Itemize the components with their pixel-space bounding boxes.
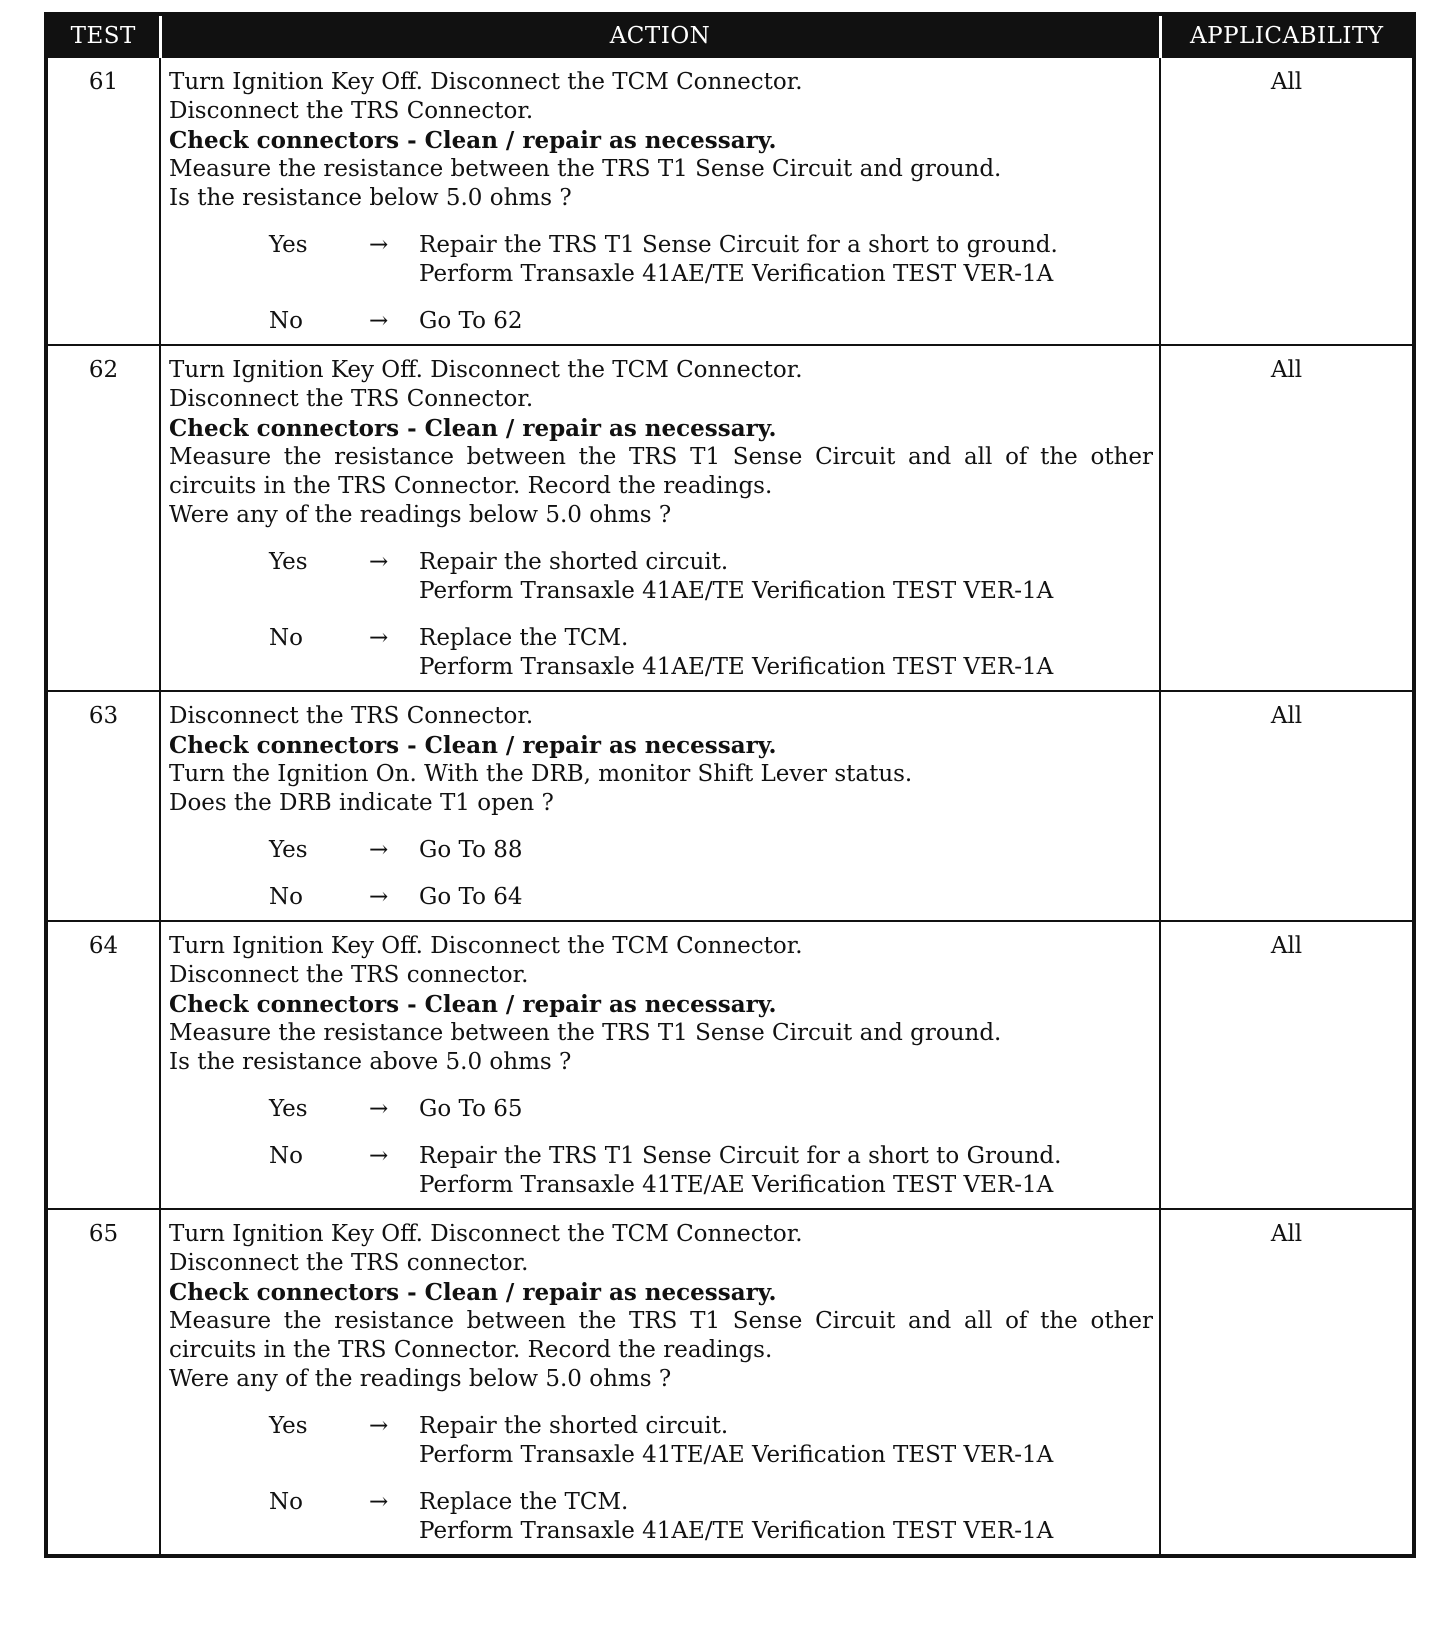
action-text: Measure the resistance between the TRS T1 Sense Circuit and ground. (169, 1020, 1002, 1046)
action-text: Turn the Ignition On. With the DRB, monitor Shift Lever status. (169, 761, 913, 787)
right-arrow-icon: → (369, 884, 389, 910)
action-text: Disconnect the TRS Connector. (169, 386, 534, 412)
table-header-row (46, 14, 1414, 57)
response-text: Go To 88 (419, 837, 523, 863)
test-action (160, 921, 1160, 1209)
response-text: Replace the TCM. (419, 625, 629, 651)
response-action (419, 1142, 1153, 1200)
response-text: Perform Transaxle 41AE/TE Verification TEST VER-1A (419, 261, 1054, 287)
right-arrow-icon: → (369, 837, 389, 863)
response-key: No (269, 625, 303, 651)
right-arrow-icon: → (369, 1413, 389, 1439)
response-text: Perform Transaxle 41TE/AE Verification TEST VER-1A (419, 1172, 1054, 1198)
action-text: Measure the resistance between the TRS T1 Sense Circuit and all of the other circuits in the TRS Connector. Record the readings. (169, 444, 1153, 499)
right-arrow-icon: → (369, 232, 389, 258)
test-number: 61 (46, 57, 160, 345)
response-key: No (269, 1143, 303, 1169)
right-arrow-icon: → (369, 1096, 389, 1122)
table-row (46, 345, 1414, 691)
test-number: 64 (46, 921, 160, 1209)
action-text: Does the DRB indicate T1 open ? (169, 790, 554, 816)
response-action (419, 307, 1153, 336)
response-yes (169, 231, 1153, 289)
response-text: Go To 64 (419, 884, 523, 910)
action-text: Were any of the readings below 5.0 ohms ? (169, 1366, 672, 1392)
action-text: Turn Ignition Key Off. Disconnect the TCM Connector. (169, 1221, 803, 1247)
response-no (169, 1142, 1153, 1200)
response-text: Repair the TRS T1 Sense Circuit for a short to Ground. (419, 1143, 1062, 1169)
response-key: No (269, 1489, 303, 1515)
response-text: Repair the TRS T1 Sense Circuit for a short to ground. (419, 232, 1058, 258)
response-action (419, 1412, 1153, 1470)
action-text: Disconnect the TRS Connector. (169, 703, 534, 729)
response-action (419, 883, 1153, 912)
response-action (419, 548, 1153, 606)
check-connectors-note: Check connectors - Clean / repair as necessary. (169, 732, 777, 759)
response-action (419, 231, 1153, 289)
test-applicability: All (1160, 1209, 1414, 1556)
header-applicability: APPLICABILITY (1160, 14, 1414, 57)
response-action (419, 836, 1153, 865)
check-connectors-note: Check connectors - Clean / repair as necessary. (169, 415, 777, 442)
action-text: Is the resistance below 5.0 ohms ? (169, 185, 572, 211)
response-no (169, 624, 1153, 682)
test-action (160, 1209, 1160, 1556)
response-key: Yes (269, 1413, 308, 1439)
action-text: Is the resistance above 5.0 ohms ? (169, 1049, 572, 1075)
action-text: Turn Ignition Key Off. Disconnect the TCM Connector. (169, 69, 803, 95)
response-action (419, 1488, 1153, 1546)
action-text: Were any of the readings below 5.0 ohms ? (169, 502, 672, 528)
response-text: Go To 65 (419, 1096, 523, 1122)
action-text: Disconnect the TRS Connector. (169, 98, 534, 124)
right-arrow-icon: → (369, 1143, 389, 1169)
response-yes (169, 836, 1153, 865)
action-text: Disconnect the TRS connector. (169, 962, 529, 988)
header-action: ACTION (160, 14, 1160, 57)
check-connectors-note: Check connectors - Clean / repair as necessary. (169, 991, 777, 1018)
test-applicability: All (1160, 921, 1414, 1209)
table-row (46, 921, 1414, 1209)
response-key: Yes (269, 837, 308, 863)
test-applicability: All (1160, 57, 1414, 345)
response-key: Yes (269, 232, 308, 258)
response-no (169, 307, 1153, 336)
header-test: TEST (46, 14, 160, 57)
response-key: Yes (269, 549, 308, 575)
test-action (160, 57, 1160, 345)
diagnostic-test-table (44, 12, 1416, 1558)
action-text: Turn Ignition Key Off. Disconnect the TCM Connector. (169, 357, 803, 383)
response-no (169, 883, 1153, 912)
response-yes (169, 548, 1153, 606)
response-text: Repair the shorted circuit. (419, 1413, 729, 1439)
response-action (419, 1095, 1153, 1124)
right-arrow-icon: → (369, 549, 389, 575)
response-text: Perform Transaxle 41AE/TE Verification TEST VER-1A (419, 1518, 1054, 1544)
response-text: Perform Transaxle 41AE/TE Verification TEST VER-1A (419, 578, 1054, 604)
response-yes (169, 1095, 1153, 1124)
check-connectors-note: Check connectors - Clean / repair as necessary. (169, 1279, 777, 1306)
test-action (160, 691, 1160, 921)
response-key: No (269, 884, 303, 910)
test-action (160, 345, 1160, 691)
test-number: 63 (46, 691, 160, 921)
response-key: No (269, 308, 303, 334)
response-no (169, 1488, 1153, 1546)
response-action (419, 624, 1153, 682)
action-text: Measure the resistance between the TRS T1 Sense Circuit and all of the other circuits in the TRS Connector. Record the readings. (169, 1308, 1153, 1363)
action-text: Turn Ignition Key Off. Disconnect the TCM Connector. (169, 933, 803, 959)
table-row (46, 691, 1414, 921)
test-number: 65 (46, 1209, 160, 1556)
response-key: Yes (269, 1096, 308, 1122)
test-applicability: All (1160, 345, 1414, 691)
action-text: Measure the resistance between the TRS T1 Sense Circuit and ground. (169, 156, 1002, 182)
right-arrow-icon: → (369, 308, 389, 334)
response-text: Go To 62 (419, 308, 523, 334)
check-connectors-note: Check connectors - Clean / repair as necessary. (169, 127, 777, 154)
table-body (46, 57, 1414, 1556)
response-text: Replace the TCM. (419, 1489, 629, 1515)
table-row (46, 1209, 1414, 1556)
response-yes (169, 1412, 1153, 1470)
test-applicability: All (1160, 691, 1414, 921)
response-text: Perform Transaxle 41AE/TE Verification TEST VER-1A (419, 654, 1054, 680)
response-text: Repair the shorted circuit. (419, 549, 729, 575)
right-arrow-icon: → (369, 625, 389, 651)
right-arrow-icon: → (369, 1489, 389, 1515)
response-text: Perform Transaxle 41TE/AE Verification TEST VER-1A (419, 1442, 1054, 1468)
test-number: 62 (46, 345, 160, 691)
diagnostic-test-sheet (44, 12, 1412, 1558)
action-text: Disconnect the TRS connector. (169, 1250, 529, 1276)
table-row (46, 57, 1414, 345)
